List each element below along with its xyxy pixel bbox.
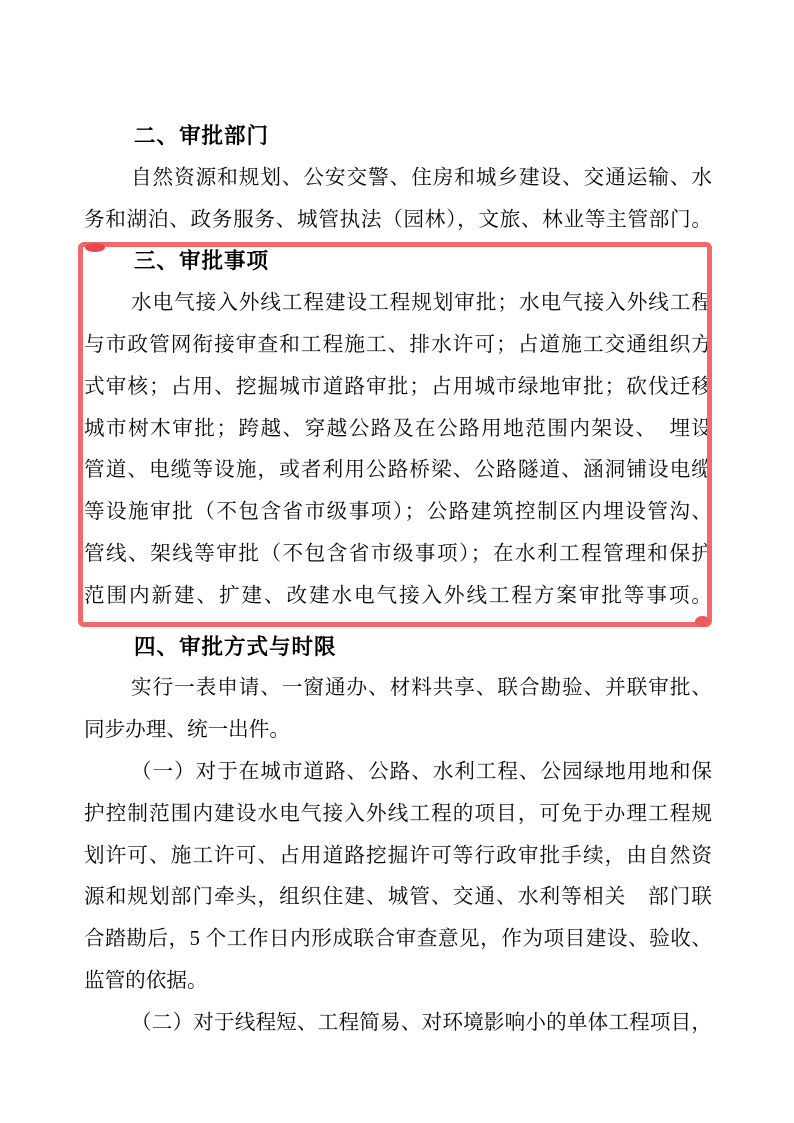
paragraph (84, 158, 712, 242)
paragraph (84, 283, 712, 617)
text-line: 等设施审批（不包含省市级事项）；公路建筑控制区内埋设管沟、 (84, 501, 712, 524)
section-heading-approval-items: 三、审批事项 (134, 249, 270, 274)
text-line: 范围内新建、扩建、改建水电气接入外线工程方案审批等事项。 (84, 584, 712, 607)
text-line: 监管的依据。 (84, 969, 208, 992)
text-line: 务和湖泊、政务服务、城管执法（园林），文旅、林业等主管部门。 (84, 208, 712, 231)
section-heading-approval-departments: 二、审批部门 (134, 124, 270, 148)
text-line: 划许可、施工许可、占用道路挖掘许可等行政审批手续，由自然资 (84, 844, 712, 867)
section-approval-items (84, 241, 712, 617)
text-line: 水电气接入外线工程建设工程规划审批；水电气接入外线工程 (131, 292, 712, 315)
text-line: 同步办理、统一出件。 (84, 719, 290, 742)
text-line: 与市政管网衔接审查和工程施工、排水许可；占道施工交通组织方 (84, 333, 712, 356)
text-line: 源和规划部门牵头，组织住建、城管、交通、水利等相关 部门联 (84, 886, 712, 909)
section-approval-departments (84, 116, 712, 241)
document-content (84, 116, 712, 1045)
text-line: （一）对于在城市道路、公路、水利工程、公园绿地用地和保 (131, 760, 712, 783)
text-line: 自然资源和规划、公安交警、住房和城乡建设、交通运输、水 (131, 166, 712, 189)
paragraph (84, 752, 712, 1003)
text-line: 城市树木审批；跨越、穿越公路及在公路用地范围内架设、 埋设 (84, 417, 712, 440)
text-line: 实行一表申请、一窗通办、材料共享、联合勘验、并联审批、 (131, 677, 712, 700)
paragraph (84, 668, 712, 752)
text-line: 式审核；占用、挖掘城市道路审批；占用城市绿地审批；砍伐迁移 (84, 375, 712, 398)
text-line: 护控制范围内建设水电气接入外线工程的项目，可免于办理工程规 (84, 802, 712, 825)
text-line: 管道、电缆等设施，或者利用公路桥梁、公路隧道、涵洞铺设电缆 (84, 459, 712, 482)
section-approval-method-and-time-limit (84, 627, 712, 1045)
text-line: （二）对于线程短、工程简易、对环境影响小的单体工程项目， (131, 1011, 712, 1034)
paragraph (84, 1003, 712, 1045)
text-line: 管线、架线等审批（不包含省市级事项）；在水利工程管理和保护 (84, 542, 712, 565)
section-heading-approval-method: 四、审批方式与时限 (134, 634, 337, 659)
text-line: 合踏勘后，5 个工作日内形成联合审查意见，作为项目建设、验收、 (84, 928, 712, 951)
